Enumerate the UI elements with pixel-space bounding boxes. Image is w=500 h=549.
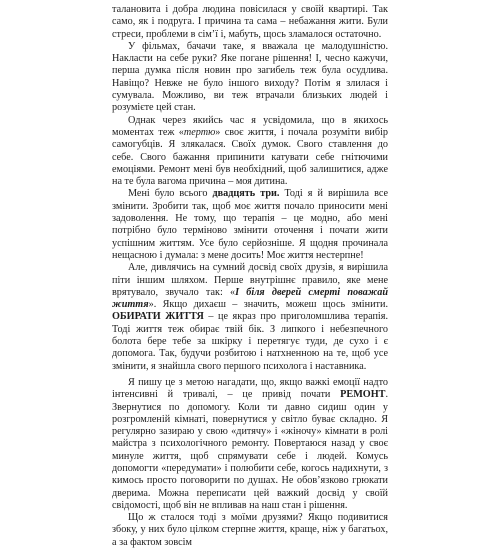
paragraph: [112, 512, 388, 549]
book-page-text: [112, 4, 388, 549]
paragraph: [112, 188, 388, 262]
bold-text: РЕМОНТ: [340, 389, 386, 401]
bold-text: ОБИРАТИ ЖИТТЯ: [112, 311, 204, 323]
paragraph: [112, 377, 388, 512]
text-run: » своє життя, і почала розуміти вибір самогубців. Я злякалася. Своїх думок. Свого ставлення до себе. Свого бажання припинити катувати себе гнітючими емоціями. Ремонт мені був необхідний, щоб залишитися, адже на те була вагома причина – моя дитина.: [112, 126, 388, 188]
text-run: Однак через якийсь час я усвідомила, що в якихось моментах теж «: [112, 114, 388, 138]
text-run: Мені було всього: [128, 188, 213, 200]
paragraph: [112, 115, 388, 189]
text-run: Я пишу це з метою нагадати, що, якщо важкі емоції надто інтенсивні й тривалі, – це привід почати: [112, 376, 388, 401]
text-run: Але, дивлячись на сумний досвід своїх друзів, я вирішила піти іншим шляхом. Перше внутрішнє правило, яке мене врятувало, звучало так: «: [112, 262, 388, 298]
bold-text: двадцять три.: [212, 188, 280, 200]
text-run: . Звернутися по допомогу. Коли ти давно сидиш один у розгромленій кімнаті, повернутися у світло буває складно. Я регулярно зазираю у свою «дитячу» і «жіночу» кімнати в ролі майстра з психологічного ремонту. Повертаюся назад у своє минуле життя, щоб спрямувати себе і людей. Комусь допомогти «передумати» і полюбити себе, когось надихнути, з кимось просто поговорити по душах. Не обов’язково грюкати дверима. Можна переписати цей важкий досвід у своїй свідомості, щоб він не впливав на наш стан і рішення.: [112, 389, 388, 511]
paragraph: [112, 262, 388, 373]
paragraph: [112, 41, 388, 115]
text-run: – це якраз про приголомшлива терапія. Тоді життя теж обирає твій бік. З липкого і небезпечного болота бере тебе за шкірку і перетягує туди, де сухо і є допомога. Так, будучи розбитою і натхненною на те, щоб усе змінити, я знайшла свого першого психолога і наставника.: [112, 311, 388, 372]
text-run: Що ж сталося тоді з моїми друзями? Якщо подивитися збоку, у них було цілком стерпне життя, краще, ніж у багатьох, а за фактом зовсім: [112, 512, 388, 548]
text-run: Тоді я й вирішила все змінити. Зробити так, щоб моє життя почало приносити мені задоволення. Не тому, що терапія – це модно, або мені потрібно було терміново змінити оточення і почати жити успішним життям. Усе було серйозніше. Я щодня прочинала нещасною і думала: з мене досить! Моє життя нестерпне!: [112, 188, 388, 261]
italic-text: тертю: [183, 126, 216, 138]
text-run: талановита і добра людина повісилася у своїй квартирі. Так само, як і подруга. І причина та сама – небажання жити. Були стреси, проблеми в сім’ї і, мабуть, щось зламалося остаточно.: [112, 4, 388, 40]
text-run: У фільмах, бачачи таке, я вважала це малодушністю. Накласти на себе руки? Яке погане рішення! І, чесно кажучи, перша думка після новин про загибель теж була осудлива. Навіщо? Невже не було іншого виходу? Потім я злилася і сумувала. Можливо, ви теж втрачали близьких людей і розумієте цей стан.: [112, 40, 388, 114]
text-run: ». Якщо дихаєш – значить, можеш щось змінити.: [148, 299, 388, 311]
paragraph: [112, 4, 388, 41]
emphasis-text: І біля дверей смерті поважай життя: [112, 286, 388, 311]
